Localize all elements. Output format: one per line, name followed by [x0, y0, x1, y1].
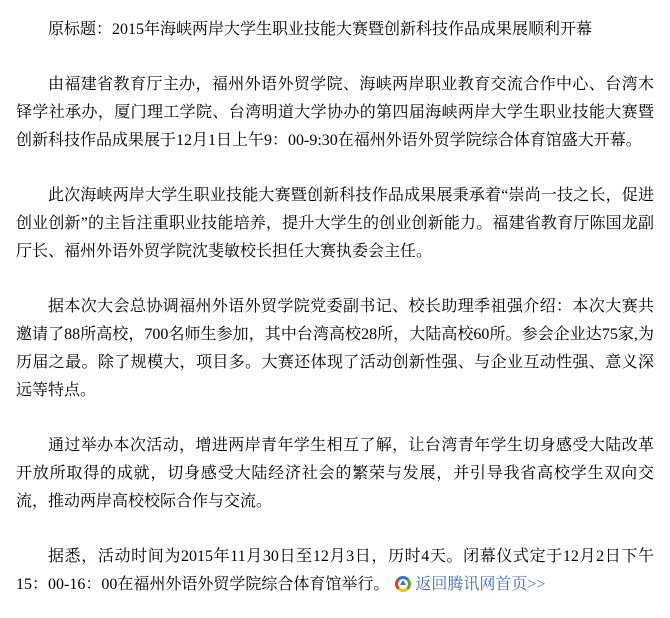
- paragraph-schedule: [16, 543, 654, 599]
- tencent-home-link-label[interactable]: 返回腾讯网首页>>: [415, 576, 546, 593]
- paragraph-scale: 据本次大会总协调福州外语外贸学院党委副书记、校长助理季祖强介绍：本次大赛共邀请了88所高校，700名师生参加，其中台湾高校28所，大陆高校60所。参会企业达75家,为历届之最。除了规模大，项目多。大赛还体现了活动创新性强、与企业互动性强、意义深远等特点。: [16, 298, 654, 399]
- paragraph-schedule-text: 据悉，活动时间为2015年11月30日至12月3日，历时4天。闭幕仪式定于12月2日下午15：00-16：00在福州外语外贸学院综合体育馆举行。: [16, 548, 654, 593]
- paragraph-purpose: 通过举办本次活动，增进两岸青年学生相互了解，让台湾青年学生切身感受大陆改革开放所取得的成就，切身感受大陆经济社会的繁荣与发展，并引导我省高校学生双向交流，推动两岸高校校际合作与交流。: [16, 437, 654, 510]
- paragraph-organizers: 由福建省教育厅主办，福州外语外贸学院、海峡两岸职业教育交流合作中心、台湾木铎学社承办，厦门理工学院、台湾明道大学协办的第四届海峡两岸大学生职业技能大赛暨创新科技作品成果展于12月1日上午9：00-9:30在福州外语外贸学院综合体育馆盛大开幕。: [16, 76, 654, 149]
- article-title: 原标题：2015年海峡两岸大学生职业技能大赛暨创新科技作品成果展顺利开幕: [48, 21, 593, 38]
- paragraph-theme: 此次海峡两岸大学生职业技能大赛暨创新科技作品成果展秉承着“崇尚一技之长，促进创业创新”的主旨注重职业技能培养，提升大学生的创业创新能力。福建省教育厅陈国龙副厅长、福州外语外贸学院沈斐敏校长担任大赛执委会主任。: [16, 187, 654, 260]
- tencent-logo-icon[interactable]: [395, 576, 411, 592]
- tencent-home-link[interactable]: [389, 576, 545, 593]
